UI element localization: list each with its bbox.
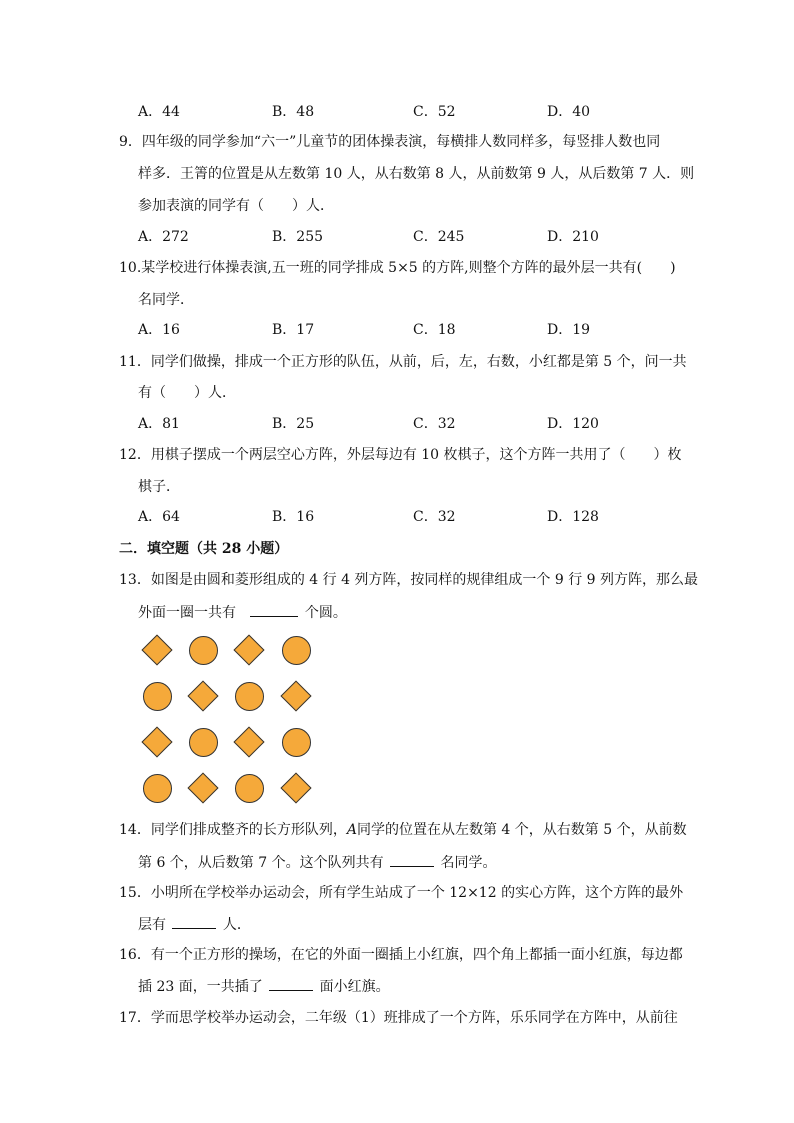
q12-line-2: 棋子．	[138, 479, 180, 495]
q13-line-2	[138, 600, 347, 625]
circle-shape	[235, 682, 264, 711]
q10-option-b[interactable]: B．17	[272, 322, 315, 338]
q14-answer-blank[interactable]	[390, 850, 434, 867]
section-fill-in-header: 二．填空题（共 28 小题）	[119, 541, 289, 557]
q9-option-a[interactable]: A．272	[138, 229, 189, 245]
circle-shape	[282, 728, 311, 757]
q8-option-d[interactable]: D．40	[547, 104, 591, 120]
q12-option-b[interactable]: B．16	[272, 509, 315, 525]
q12-option-c[interactable]: C．32	[413, 509, 456, 525]
diamond-shape	[141, 634, 172, 665]
q9-option-b[interactable]: B．255	[272, 229, 324, 245]
q10-option-c[interactable]: C．18	[413, 322, 456, 338]
q9-line-2: 样多．王箐的位置是从左数第 10 人，从右数第 8 人，从前数第 9 人，从后数第 7 人．则	[138, 166, 695, 182]
q13-line-2-pre: 外面一圈一共有	[138, 605, 236, 621]
circle-shape	[189, 636, 218, 665]
q14-line-2-pre: 第 6 个，从后数第 7 个。这个队列共有	[138, 855, 384, 871]
q12-option-a[interactable]: A．64	[138, 509, 180, 525]
diamond-shape	[187, 680, 218, 711]
q15-line-1: 15．小明所在学校举办运动会，所有学生站成了一个 12×12 的实心方阵，这个方阵的最外	[119, 885, 684, 901]
q8-option-a[interactable]: A．44	[138, 104, 180, 120]
q11-option-d[interactable]: D．120	[547, 416, 599, 432]
q9-options	[0, 225, 794, 249]
q8-option-c[interactable]: C．52	[413, 104, 456, 120]
q15-line-2-pre: 层有	[138, 917, 166, 933]
q8-option-b[interactable]: B．48	[272, 104, 315, 120]
q11-options	[0, 412, 794, 436]
q16-answer-blank[interactable]	[269, 974, 313, 991]
q10-options	[0, 318, 794, 342]
diamond-shape	[280, 680, 311, 711]
q10-option-a[interactable]: A．16	[138, 322, 180, 338]
q9-option-c[interactable]: C．245	[413, 229, 465, 245]
q8-options	[0, 100, 794, 124]
circle-diamond-grid	[138, 630, 338, 820]
q12-option-d[interactable]: D．128	[547, 509, 599, 525]
circle-shape	[143, 682, 172, 711]
q9-option-d[interactable]: D．210	[547, 229, 599, 245]
q13-answer-blank[interactable]	[250, 600, 298, 617]
q10-option-d[interactable]: D．19	[547, 322, 591, 338]
q17-line-1: 17．学而思学校举办运动会，二年级（1）班排成了一个方阵，乐乐同学在方阵中，从前往	[119, 1010, 678, 1026]
q11-option-b[interactable]: B．25	[272, 416, 315, 432]
circle-shape	[143, 774, 172, 803]
q15-line-2-post: 人．	[222, 917, 251, 933]
q11-line-1: 11．同学们做操，排成一个正方形的队伍，从前，后，左，右数，小红都是第 5 个，问一共	[119, 354, 687, 370]
q9-line-1: 9．四年级的同学参加“六一”儿童节的团体操表演，每横排人数同样多，每竖排人数也同	[119, 134, 661, 150]
diamond-shape	[233, 634, 264, 665]
q14-line-1-pre: 14．同学们排成整齐的长方形队列，	[119, 822, 347, 838]
q14-line-1	[119, 818, 687, 842]
q15-line-2	[138, 912, 251, 937]
q16-line-1: 16．有一个正方形的操场，在它的外面一圈插上小红旗，四个角上都插一面小红旗，每边都	[119, 947, 683, 963]
q16-line-2	[138, 974, 390, 999]
q11-option-a[interactable]: A．81	[138, 416, 180, 432]
q11-line-2: 有（ ）人．	[138, 385, 236, 401]
diamond-shape	[280, 772, 311, 803]
q14-line-2	[138, 850, 497, 875]
q14-student-a: A	[346, 822, 357, 838]
diamond-shape	[187, 772, 218, 803]
diamond-shape	[141, 726, 172, 757]
diamond-shape	[233, 726, 264, 757]
q11-option-c[interactable]: C．32	[413, 416, 456, 432]
q13-line-1: 13．如图是由圆和菱形组成的 4 行 4 列方阵，按同样的规律组成一个 9 行 9 列方阵，那么最	[119, 572, 699, 588]
circle-shape	[235, 774, 264, 803]
q12-line-1: 12．用棋子摆成一个两层空心方阵，外层每边有 10 枚棋子，这个方阵一共用了（ ）枚	[119, 447, 682, 463]
q15-answer-blank[interactable]	[172, 912, 216, 929]
q10-line-2: 名同学．	[138, 292, 194, 308]
q9-line-3: 参加表演的同学有（ ）人．	[138, 198, 334, 214]
q16-line-2-post: 面小红旗。	[319, 979, 390, 995]
circle-shape	[189, 728, 218, 757]
q14-line-2-post: 名同学。	[440, 855, 497, 871]
q10-line-1: 10.某学校进行体操表演,五一班的同学排成 5×5 的方阵,则整个方阵的最外层一共有( )	[119, 260, 676, 276]
q14-line-1-post: 同学的位置在从左数第 4 个，从右数第 5 个，从前数	[356, 822, 687, 838]
q16-line-2-pre: 插 23 面，一共插了	[138, 979, 263, 995]
q13-line-2-post: 个圆。	[304, 605, 347, 621]
q12-options	[0, 505, 794, 529]
circle-shape	[282, 636, 311, 665]
